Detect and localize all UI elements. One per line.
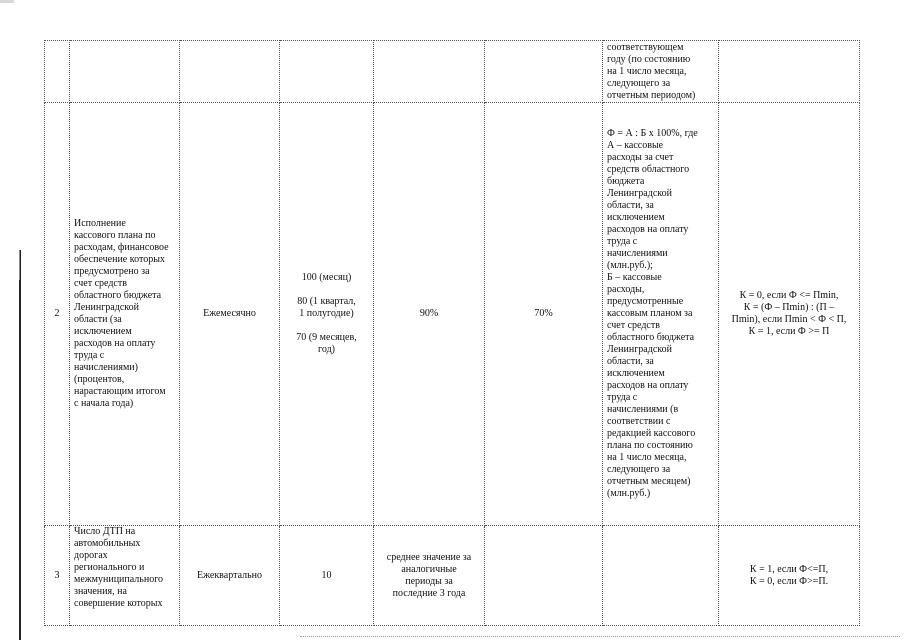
cell-threshold-1: [374, 41, 485, 103]
formula-line: предусмотренные: [607, 296, 684, 307]
threshold-2: [485, 526, 603, 626]
frequency: Ежеквартально: [180, 526, 280, 626]
threshold-1: [374, 526, 485, 626]
threshold-line: периоды за: [405, 575, 453, 587]
name-line: расходам, финансовое: [74, 242, 169, 253]
name-line: обеспечение которых: [74, 254, 165, 265]
name-line: автомобильных: [74, 538, 141, 549]
threshold-line: последние 3 года: [392, 587, 466, 599]
plan-value: 70 (9 месяцев,: [296, 332, 357, 343]
name-line: кассового плана по: [74, 230, 156, 241]
formula: [603, 103, 719, 526]
name-line: нарастающим итогом: [74, 386, 166, 397]
coefficient-line: К = 1, если Ф<=П,: [749, 563, 829, 575]
name-line: межмуниципального: [74, 574, 164, 585]
table-row-2: [45, 103, 860, 526]
formula-line: начислениями (в: [607, 404, 679, 415]
name-line: труда с: [74, 350, 105, 361]
name-line: предусмотрено за: [74, 266, 150, 277]
coefficient-line: К = 0, если Ф <= Пmin,: [739, 290, 839, 301]
coefficient-rule: [719, 103, 860, 526]
threshold-line: аналогичные: [401, 563, 457, 575]
binding-edge-line: [19, 250, 21, 640]
cell-frequency: [180, 41, 280, 103]
name-line: дорогах: [74, 550, 108, 561]
formula-line: А – кассовые: [607, 140, 664, 151]
row-number: 2: [45, 103, 70, 526]
binding-edge-line-top: [19, 250, 20, 280]
threshold-2: 70%: [485, 103, 603, 526]
formula-line: году (по состоянию: [607, 53, 691, 65]
name-line: областного бюджета: [74, 290, 162, 301]
formula-line: на 1 число месяца,: [607, 65, 687, 77]
formula-line: на 1 число месяца,: [607, 452, 687, 463]
cell-plan: [280, 41, 374, 103]
formula-line: Б – кассовые: [607, 272, 662, 283]
formula-line: бюджета: [607, 176, 645, 187]
formula: [603, 526, 719, 626]
name-line: области (за: [74, 314, 122, 325]
name-line: совершение которых: [74, 598, 163, 609]
table-row-3: [45, 526, 860, 626]
formula-line: соответствующем: [607, 41, 684, 53]
name-line: регионального и: [74, 562, 145, 573]
formula-line: области, за: [607, 200, 654, 211]
formula-line: соответствии с: [607, 416, 671, 427]
formula-line: Ф = А : Б х 100%, где: [607, 128, 698, 139]
cell-name: [70, 41, 180, 103]
formula-line: области, за: [607, 356, 654, 367]
indicator-name: [70, 526, 180, 626]
indicator-name: [70, 103, 180, 526]
formula-line: расходов на оплату: [607, 224, 689, 235]
plan-value: 100 (месяц): [301, 272, 352, 283]
plan-values: [280, 103, 374, 526]
formula-line: отчетным месяцем): [607, 476, 691, 487]
formula-line: расходы,: [607, 284, 645, 295]
formula-line: средств областного: [607, 164, 690, 175]
formula-line: кассовым планом за: [607, 308, 693, 319]
formula-line: следующего за: [607, 464, 671, 475]
name-line: значения, на: [74, 586, 127, 597]
page-bottom-rule: [300, 636, 900, 637]
formula-line: начислениями: [607, 248, 668, 259]
row-number: 3: [45, 526, 70, 626]
plan-value: 1 полугодие): [299, 308, 354, 319]
formula-line: областного бюджета: [607, 332, 695, 343]
cell-threshold-2: [485, 41, 603, 103]
frequency: Ежемесячно: [180, 103, 280, 526]
plan-value: 10: [280, 526, 374, 626]
name-line: Число ДТП на: [74, 526, 136, 537]
table-row-continuation: [45, 41, 860, 103]
coefficient-line: К = (Ф – Пmin) : (П –: [743, 302, 835, 313]
name-line: (процентов,: [74, 374, 125, 385]
formula-line: (млн.руб.);: [607, 260, 653, 271]
plan-value: год): [318, 344, 335, 355]
threshold-line: среднее значение за: [386, 551, 472, 563]
formula-line: (млн.руб.): [607, 488, 651, 499]
formula-line: труда с: [607, 392, 638, 403]
page-corner-mark: [0, 0, 14, 3]
formula-line: труда с: [607, 236, 638, 247]
formula-line: отчетным периодом): [607, 89, 696, 101]
cell-coefficient: [719, 41, 860, 103]
name-line: Исполнение: [74, 218, 126, 229]
coefficient-line: Пmin), если Пmin < Ф < П,: [731, 314, 847, 325]
formula-line: исключением: [607, 212, 665, 223]
name-line: счет средств: [74, 278, 127, 289]
formula-line: расходов на оплату: [607, 380, 689, 391]
formula-line: плана по состоянию: [607, 440, 693, 451]
cell-formula: [603, 41, 719, 103]
coefficient-line: К = 0, если Ф>=П.: [749, 575, 829, 587]
name-line: начислениями): [74, 362, 138, 373]
formula-line: расходы за счет: [607, 152, 674, 163]
coefficient-rule: [719, 526, 860, 626]
formula-line: исключением: [607, 368, 665, 379]
name-line: исключением: [74, 326, 132, 337]
formula-line: следующего за: [607, 77, 671, 89]
formula-line: счет средств: [607, 320, 660, 331]
formula-line: редакцией кассового: [607, 428, 696, 439]
threshold-1: 90%: [374, 103, 485, 526]
formula-line: Ленинградской: [607, 344, 672, 355]
plan-value: 80 (1 квартал,: [297, 296, 356, 307]
name-line: с начала года): [74, 398, 134, 409]
indicator-table: [44, 40, 860, 626]
coefficient-line: К = 1, если Ф >= П: [748, 326, 830, 337]
name-line: расходов на оплату: [74, 338, 156, 349]
cell-number: [45, 41, 70, 103]
formula-line: Ленинградской: [607, 188, 672, 199]
name-line: Ленинградской: [74, 302, 139, 313]
